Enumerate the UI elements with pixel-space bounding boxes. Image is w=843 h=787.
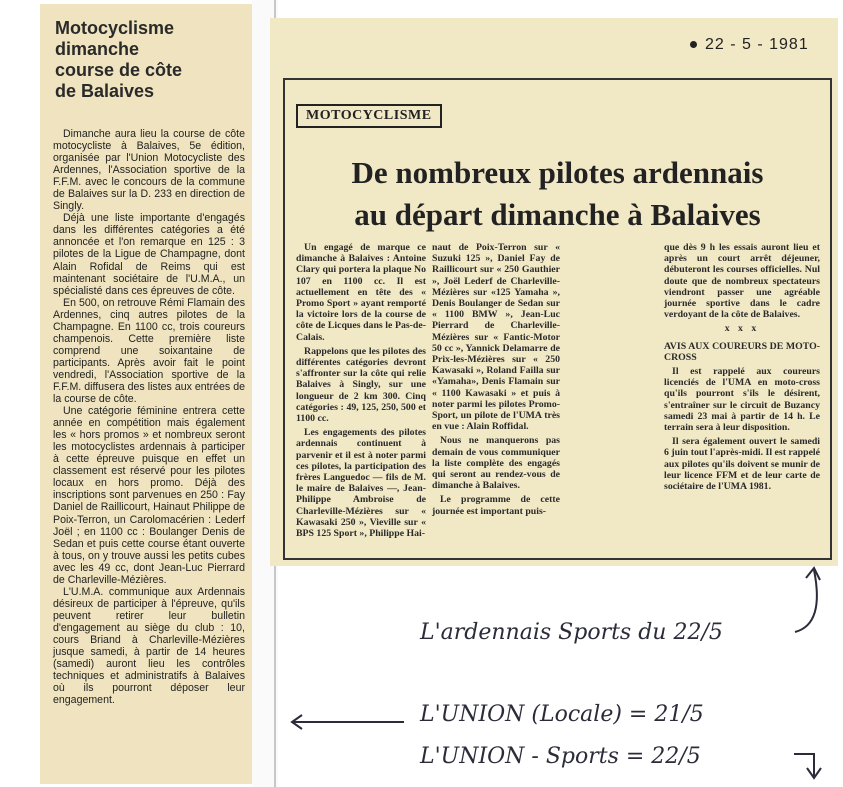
article-paragraph: Il sera également ouvert le samedi 6 juin tout l'après-midi. Il est rappelé aux pilotes qu'ils doivent se munir de leur licence FFM et de leur carte de sociétaire de l'UMA 1981. [664,436,820,493]
handwritten-note-2: L'UNION (Locale) = 21/5 [420,702,704,727]
curved-arrow-up-icon [790,560,830,640]
arrow-down-icon [790,748,830,782]
left-title-line: Motocyclisme [55,18,175,38]
article-paragraph: Le programme de cette journée est important puis- [432,494,560,517]
left-paragraph: Une catégorie féminine entrera cette année en compétition mais également les « hors promos » et nombreux seront les motocyclistes ardennais à participer à cette épreuve puisque en effet un classement est réservé pour les pilotes locaux en hors promo. Déjà des inscriptions sont parvenues en 250 : Fay Daniel de Raillicourt, Hainaut Philippe de Poix-Terron, un Carolomacérien : Lederf Joël ; en 1100 cc : Boulanger Denis de Sedan et puis cette course étant ouverte à tous, on y trouve aussi les petits cubes avec les 49 cc, dont Jean-Luc Pierrard de Charleville-Mézières. [53,405,245,586]
article-headline [290,152,825,236]
left-clipping-body [53,128,245,706]
left-paragraph: Dimanche aura lieu la course de côte motocycliste à Balaives, 5e édition, organisée par l'Union Motocycliste des Ardennes, l'Association sportive de la F.F.M. avec le concours de la commune de Balaives sur la D. 233 en direction de Singly. [53,128,245,213]
left-title-line: dimanche [55,39,140,59]
date-text: 22 - 5 - 1981 [705,36,809,53]
left-paragraph: Déjà une liste importante d'engagés dans les différentes catégories a été annoncée et l'on remarque en 125 : 3 pilotes de la Ligue de Champagne, dont Alain Rofidal de Reims qui est maintenant sociétaire de l'U.M.A., un spécialisté dans ces épreuves de côte. [53,212,245,297]
handwritten-note-3: L'UNION - Sports = 22/5 [420,744,701,769]
headline-line: De nombreux pilotes ardennais [351,155,764,190]
section-separator: x x x [724,323,760,335]
article-column-2 [432,242,560,520]
left-title-line: course de côte [55,60,183,80]
left-paragraph: En 500, on retrouve Rémi Flamain des Ardennes, cinq autres pilotes de la Champagne. En 1100 cc, trois coureurs champenois. Cette première liste comprend une soixantaine de participants. Après avoir fait le point vendredi, l'Association sportive de la F.F.M. diffusera des listes aux entrées de la course de côte. [53,296,245,406]
article-column-3 [664,242,820,495]
left-paragraph: L'U.M.A. communique aux Ardennais désireux de participer à l'épreuve, qu'ils peuvent retirer leur bulletin d'engagement au siège du club : 10, cours Briand à Charleville-Mézières jusque samedi, à partir de 14 heures (samedi) auront lieu les contrôles techniques et administratifs à Balaives où ils pourront déposer leur engagement. [53,585,245,707]
article-paragraph: Rappelons que les pilotes des différentes catégories devront s'affronter sur la côte qui relie Balaives à Singly, sur une longueur de 2 km 300. Cinq catégories : 49, 125, 250, 500 et 1100 cc. [296,345,426,425]
headline-line: au départ dimanche à Balaives [354,197,761,232]
article-paragraph: Il est rappelé aux coureurs licenciés de l'UMA en moto-cross qu'ils pourront s'ils le désirent, s'entraîner sur le circuit de Buzancy samedi 23 mai à partir de 14 h. Le terrain sera à leur disposition. [664,366,820,434]
arrow-left-icon [288,712,408,732]
article-paragraph: Les engagements des pilotes ardennais continuent à parvenir et il est à noter parmi ces pilotes, la participation des frères Languedoc — fils de M. le maire de Balaives —, Jean-Philippe Ambroise de Charleville-Mézières sur « Kawasaki 250 », Vieville sur « BPS 125 Sport », Philippe Hai- [296,427,426,540]
left-clipping-title [55,18,245,102]
article-paragraph: naut de Poix-Terron sur « Suzuki 125 », Daniel Fay de Raillicourt sur « 250 Gauthier », Joël Lederf de Charleville-Mézières sur «125 Yamaha », Denis Boulanger de Sedan sur « 1100 BMW », Jean-Luc Pierrard de Charleville-Mézières sur « Fantic-Motor 50 cc », Yannick Delamarre de Prix-les-Mézières sur « 250 Kawasaki », Roland Failla sur «Yamaha», Denis Flamain sur « 1100 Kawasaki » et puis à noter parmi les pilotes Promo-Sport, un pilote de l'UMA très en vue : Alain Roffidal. [432,242,560,433]
article-paragraph: que dès 9 h les essais auront lieu et après un court arrêt déjeuner, débuteront les courses officielles. Nul doute que de nombreux spectateurs viendront passer une agréable journée sportive dans le cadre verdoyant de la côte de Balaives. [664,242,820,321]
article-column-1 [296,242,426,542]
article-rubric: MOTOCYCLISME [296,104,442,128]
clipping-date [690,36,809,54]
article-subheading: AVIS AUX COUREURS DE MOTO-CROSS [664,340,820,363]
left-title-line: de Balaives [55,81,155,101]
article-paragraph: Un engagé de marque ce dimanche à Balaives : Antoine Clary qui portera la plaque No 107 en 1100 cc. Il est actuellement en tête des « Promo Sport » ayant remporté la victoire lors de la course de côte de Licques dans le Pas-de-Calais. [296,242,426,343]
handwritten-note-1: L'ardennais Sports du 22/5 [420,620,723,645]
article-paragraph: Nous ne manquerons pas demain de vous communiquer la liste complète des engagés qui seront au rendez-vous de dimanche à Balaives. [432,435,560,492]
bullet-icon [690,41,697,48]
